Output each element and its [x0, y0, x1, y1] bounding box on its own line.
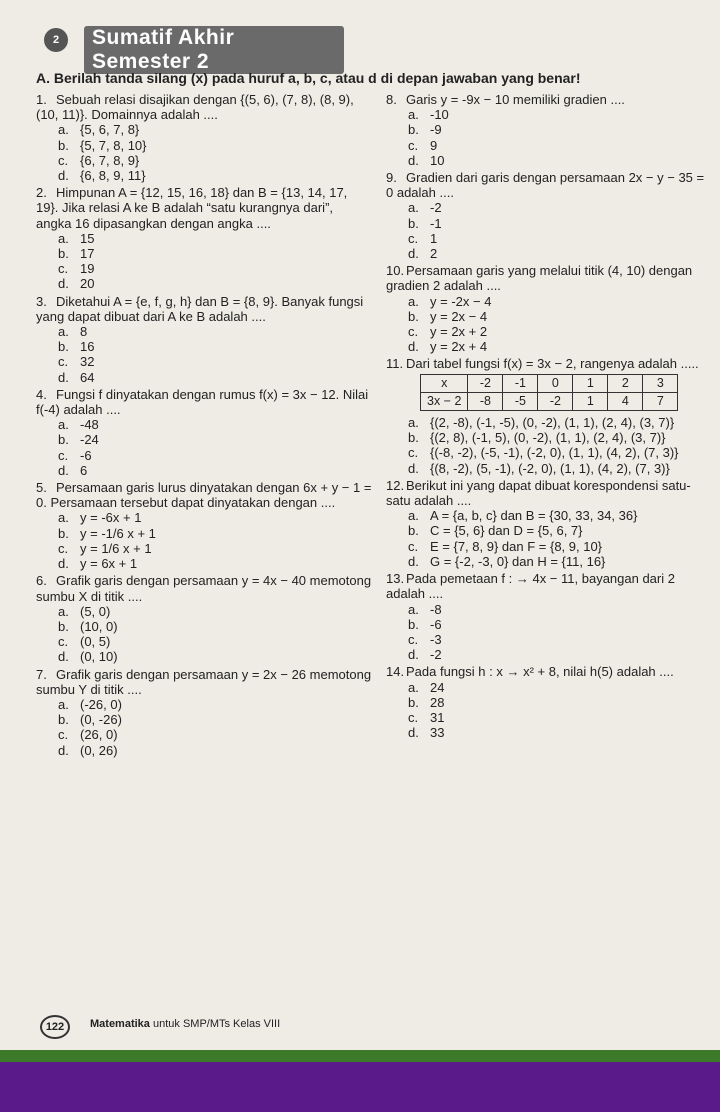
option-letter: d.: [408, 647, 419, 663]
question-number: 3.: [36, 293, 47, 309]
question-item: [36, 573, 372, 664]
option-text: E = {7, 8, 9} dan F = {8, 9, 10}: [430, 538, 603, 554]
option-text: 9: [430, 137, 438, 153]
question-item: [36, 294, 372, 385]
question-text: [386, 478, 706, 508]
option-text: 20: [80, 276, 95, 292]
answer-option[interactable]: [36, 138, 372, 153]
answer-option[interactable]: [36, 712, 372, 727]
option-text: -9: [430, 122, 442, 138]
question-number: 6.: [36, 573, 47, 589]
answer-option[interactable]: [386, 200, 706, 215]
question-item: [36, 667, 372, 758]
question-text: [36, 667, 372, 697]
option-letter: b.: [58, 339, 69, 355]
table-cell: 1: [573, 392, 608, 410]
option-text: -3: [430, 631, 442, 647]
table-cell: 3x − 2: [421, 392, 468, 410]
answer-option[interactable]: [386, 523, 706, 538]
option-letter: a.: [408, 415, 419, 431]
table-cell: x: [421, 374, 468, 392]
question-prompt: Himpunan A = {12, 15, 16, 18} dan B = {13, 14, 17, 19}. Jika relasi A ke B adalah “satu kurangnya dari”, angka 16 dipasangkan dengan angka ....: [36, 185, 348, 231]
question-prompt: Persamaan garis lurus dinyatakan dengan 6x + y − 1 = 0. Persamaan tersebut dapat dinyatakan dengan ....: [36, 480, 372, 511]
table-cell: -2: [538, 392, 573, 410]
page-footer: [40, 1015, 720, 1039]
answer-option[interactable]: [386, 153, 706, 168]
option-letter: a.: [58, 510, 69, 526]
option-text: -6: [80, 447, 92, 463]
question-prompt: Dari tabel fungsi f(x) = 3x − 2, rangenya adalah .....: [406, 356, 699, 372]
question-item: [36, 92, 372, 183]
answer-option[interactable]: [386, 632, 706, 647]
question-prompt: Diketahui A = {e, f, g, h} dan B = {8, 9}. Banyak fungsi yang dapat dibuat dari A ke B adalah ....: [36, 293, 364, 324]
question-item: [386, 263, 706, 354]
option-text: -48: [80, 417, 99, 433]
question-prompt: Pada fungsi h : x → x² + 8, nilai h(5) adalah ....: [406, 664, 674, 680]
option-text: (10, 0): [80, 618, 118, 634]
question-prompt: Sebuah relasi disajikan dengan {(5, 6), (7, 8), (8, 9), (10, 11)}. Domainnya adalah ....: [36, 92, 354, 123]
answer-option[interactable]: [386, 309, 706, 324]
question-prompt: Garis y = -9x − 10 memiliki gradien ....: [406, 92, 625, 107]
option-text: (0, -26): [80, 712, 122, 728]
question-text: [386, 92, 706, 107]
option-text: G = {-2, -3, 0} dan H = {11, 16}: [430, 553, 606, 569]
question-item: [36, 185, 372, 291]
option-text: 24: [430, 679, 445, 695]
answer-option[interactable]: [36, 463, 372, 478]
question-text: [36, 185, 372, 231]
answer-option[interactable]: [36, 339, 372, 354]
exam-title: Sumatif Akhir Semester 2: [84, 26, 344, 74]
answer-option[interactable]: [386, 710, 706, 725]
question-number: 13.: [386, 571, 405, 587]
option-letter: d.: [58, 556, 69, 572]
option-letter: a.: [58, 230, 69, 246]
answer-option[interactable]: [36, 526, 372, 541]
table-cell: 1: [573, 374, 608, 392]
option-letter: b.: [408, 308, 419, 324]
option-letter: b.: [58, 712, 69, 728]
left-question-column: [36, 92, 372, 760]
answer-option[interactable]: [36, 556, 372, 571]
option-text: 10: [430, 152, 445, 168]
chapter-badge: 2: [44, 28, 68, 52]
option-letter: b.: [408, 523, 419, 539]
answer-option[interactable]: [386, 602, 706, 617]
option-letter: d.: [58, 742, 69, 758]
option-letter: c.: [58, 447, 69, 463]
question-item: [386, 170, 706, 261]
question-item: [36, 387, 372, 478]
answer-option[interactable]: [386, 647, 706, 662]
option-text: 32: [80, 354, 95, 370]
question-number: 11.: [386, 356, 404, 372]
answer-option[interactable]: [36, 541, 372, 556]
answer-option[interactable]: [386, 415, 706, 430]
option-letter: c.: [58, 152, 69, 168]
option-text: 16: [80, 339, 95, 355]
table-cell: 7: [643, 392, 678, 410]
option-letter: b.: [58, 432, 69, 448]
option-text: y = -6x + 1: [80, 510, 142, 526]
answer-option[interactable]: [386, 539, 706, 554]
question-text: [386, 356, 706, 371]
option-letter: c.: [408, 631, 419, 647]
answer-option[interactable]: [36, 510, 372, 525]
answer-option[interactable]: [386, 617, 706, 632]
question-item: [36, 480, 372, 571]
question-text: [36, 387, 372, 417]
book-subtitle: untuk SMP/MTs Kelas VIII: [152, 1018, 281, 1030]
option-text: {(8, -2), (5, -1), (-2, 0), (1, 1), (4, 2), (7, 3)}: [430, 460, 670, 476]
option-text: {6, 8, 9, 11}: [80, 168, 146, 184]
option-letter: a.: [58, 603, 69, 619]
answer-option[interactable]: [386, 138, 706, 153]
option-letter: b.: [408, 430, 419, 446]
option-text: 31: [430, 709, 445, 725]
option-text: -2: [430, 647, 442, 663]
option-letter: a.: [58, 696, 69, 712]
answer-option[interactable]: [36, 231, 372, 246]
question-item: [386, 478, 706, 569]
option-text: y = 2x − 4: [430, 308, 488, 324]
option-text: (5, 0): [80, 603, 111, 619]
question-prompt: Fungsi f dinyatakan dengan rumus f(x) = 3x − 12. Nilai f(-4) adalah ....: [36, 386, 369, 418]
option-text: {(-8, -2), (-5, -1), (-2, 0), (1, 1), (4, 2), (7, 3)}: [430, 445, 679, 461]
question-item: [386, 356, 706, 475]
answer-option[interactable]: [36, 619, 372, 634]
option-letter: b.: [58, 618, 69, 634]
book-subject: Matematika: [90, 1018, 150, 1030]
option-letter: c.: [408, 538, 419, 554]
table-cell: -8: [468, 392, 503, 410]
question-number: 14.: [386, 664, 405, 680]
answer-option[interactable]: [386, 725, 706, 740]
option-letter: c.: [408, 709, 419, 725]
question-number: 10.: [386, 263, 405, 279]
option-letter: d.: [408, 725, 419, 741]
question-text: [36, 294, 372, 324]
answer-option[interactable]: [36, 153, 372, 168]
option-letter: a.: [408, 293, 419, 309]
exam-header: [44, 26, 344, 73]
option-text: y = 1/6 x + 1: [80, 540, 152, 556]
question-prompt: Berikut ini yang dapat dibuat korespondensi satu-satu adalah ....: [386, 477, 691, 509]
answer-option[interactable]: [36, 168, 372, 183]
option-letter: a.: [408, 107, 419, 123]
option-letter: d.: [58, 168, 69, 184]
answer-option[interactable]: [386, 461, 706, 476]
answer-option[interactable]: [36, 697, 372, 712]
option-text: 64: [80, 369, 95, 385]
option-letter: d.: [408, 246, 419, 262]
section-instruction: A. Berilah tanda silang (x) pada huruf a, b, c, atau d di depan jawaban yang benar!: [36, 70, 581, 86]
option-text: 1: [430, 230, 438, 246]
option-letter: b.: [58, 246, 69, 262]
answer-option[interactable]: [386, 231, 706, 246]
option-text: 6: [80, 462, 88, 478]
option-text: C = {5, 6} dan D = {5, 6, 7}: [430, 523, 583, 539]
answer-option[interactable]: [36, 604, 372, 619]
option-text: {5, 7, 8, 10}: [80, 137, 147, 153]
option-letter: d.: [58, 462, 69, 478]
table-cell: -2: [468, 374, 503, 392]
option-letter: c.: [408, 324, 419, 340]
question-number: 7.: [36, 666, 47, 682]
option-letter: a.: [58, 417, 69, 433]
option-text: -1: [430, 215, 442, 231]
option-text: y = 6x + 1: [80, 556, 138, 572]
option-text: y = -1/6 x + 1: [80, 525, 156, 541]
answer-option[interactable]: [36, 743, 372, 758]
question-prompt: Persamaan garis yang melalui titik (4, 10) dengan gradien 2 adalah ....: [386, 263, 693, 294]
question-item: [386, 571, 706, 662]
question-item: [386, 664, 706, 740]
question-number: 5.: [36, 480, 47, 496]
table-cell: 3: [643, 374, 678, 392]
answer-option[interactable]: [36, 246, 372, 261]
table-cell: -1: [503, 374, 538, 392]
option-text: y = -2x − 4: [430, 293, 492, 309]
option-letter: b.: [408, 694, 419, 710]
table-cell: 2: [608, 374, 643, 392]
answer-option[interactable]: [386, 445, 706, 460]
option-letter: a.: [58, 324, 69, 340]
option-letter: c.: [58, 261, 69, 277]
question-prompt: Gradien dari garis dengan persamaan 2x − y − 35 = 0 adalah ....: [386, 170, 705, 201]
option-letter: c.: [58, 634, 69, 650]
answer-option[interactable]: [386, 695, 706, 710]
option-letter: a.: [408, 679, 419, 695]
option-letter: d.: [408, 339, 419, 355]
answer-option[interactable]: [386, 430, 706, 445]
answer-option[interactable]: [386, 680, 706, 695]
option-letter: c.: [408, 230, 419, 246]
answer-option[interactable]: [386, 324, 706, 339]
book-title: [90, 1018, 280, 1030]
answer-option[interactable]: [36, 354, 372, 369]
option-text: (0, 26): [80, 742, 118, 758]
answer-option[interactable]: [386, 294, 706, 309]
option-letter: a.: [408, 601, 419, 617]
option-letter: a.: [58, 122, 69, 138]
question-prompt: Grafik garis dengan persamaan y = 2x − 26 memotong sumbu Y di titik ....: [36, 666, 372, 697]
question-text: [386, 571, 706, 601]
option-letter: b.: [408, 215, 419, 231]
question-text: [36, 92, 372, 122]
question-prompt: Pada pemetaan f : → 4x − 11, bayangan dari 2 adalah ....: [386, 571, 675, 602]
option-letter: c.: [58, 540, 69, 556]
answer-option[interactable]: [36, 634, 372, 649]
right-question-column: [386, 92, 706, 742]
answer-option[interactable]: [36, 370, 372, 385]
option-letter: d.: [408, 152, 419, 168]
answer-option[interactable]: [386, 122, 706, 137]
question-number: 4.: [36, 386, 47, 402]
option-letter: c.: [408, 445, 419, 461]
option-text: (26, 0): [80, 727, 118, 743]
function-table: [420, 374, 678, 411]
question-number: 8.: [386, 92, 397, 107]
answer-option[interactable]: [36, 649, 372, 664]
question-text: [386, 664, 706, 679]
option-letter: c.: [408, 137, 419, 153]
question-text: [386, 170, 706, 200]
page-number: 122: [40, 1015, 70, 1039]
option-text: {(2, -8), (-1, -5), (0, -2), (1, 1), (2, 4), (3, 7)}: [430, 415, 675, 431]
answer-option[interactable]: [386, 246, 706, 261]
answer-option[interactable]: [386, 107, 706, 122]
question-number: 9.: [386, 170, 397, 186]
option-text: (0, 5): [80, 634, 111, 650]
option-text: 19: [80, 261, 95, 277]
decorative-stripe-green: [0, 1050, 720, 1062]
option-text: 15: [80, 230, 95, 246]
option-letter: d.: [58, 276, 69, 292]
question-text: [36, 573, 372, 603]
option-text: {5, 6, 7, 8}: [80, 122, 140, 138]
question-prompt: Grafik garis dengan persamaan y = 4x − 40 memotong sumbu X di titik ....: [36, 573, 372, 604]
option-text: {(2, 8), (-1, 5), (0, -2), (1, 1), (2, 4), (3, 7)}: [430, 430, 666, 446]
answer-option[interactable]: [386, 339, 706, 354]
answer-option[interactable]: [36, 432, 372, 447]
answer-option[interactable]: [386, 554, 706, 569]
table-cell: -5: [503, 392, 538, 410]
answer-option[interactable]: [36, 417, 372, 432]
option-text: y = 2x + 4: [430, 339, 488, 355]
option-letter: b.: [408, 122, 419, 138]
question-text: [36, 480, 372, 510]
option-text: 8: [80, 324, 88, 340]
option-text: 17: [80, 246, 95, 262]
question-item: [386, 92, 706, 168]
question-number: 1.: [36, 92, 47, 107]
answer-option[interactable]: [36, 727, 372, 742]
decorative-stripe-purple: [0, 1062, 720, 1112]
answer-option[interactable]: [36, 122, 372, 137]
option-text: (0, 10): [80, 649, 118, 665]
option-letter: c.: [58, 727, 69, 743]
answer-option[interactable]: [36, 448, 372, 463]
option-text: (-26, 0): [80, 696, 122, 712]
option-text: 33: [430, 725, 445, 741]
option-text: 2: [430, 246, 438, 262]
option-text: -2: [430, 200, 442, 216]
option-text: -24: [80, 432, 99, 448]
option-letter: d.: [58, 649, 69, 665]
answer-option[interactable]: [36, 324, 372, 339]
option-letter: d.: [58, 369, 69, 385]
question-text: [386, 263, 706, 293]
answer-option[interactable]: [36, 276, 372, 291]
option-letter: c.: [58, 354, 69, 370]
table-cell: 0: [538, 374, 573, 392]
option-text: {6, 7, 8, 9}: [80, 152, 140, 168]
table-cell: 4: [608, 392, 643, 410]
option-letter: a.: [408, 200, 419, 216]
option-letter: b.: [58, 137, 69, 153]
answer-option[interactable]: [386, 508, 706, 523]
option-text: -6: [430, 616, 442, 632]
option-text: 28: [430, 694, 445, 710]
answer-option[interactable]: [386, 216, 706, 231]
option-letter: d.: [408, 553, 419, 569]
option-text: -8: [430, 601, 442, 617]
option-letter: a.: [408, 508, 419, 524]
option-text: A = {a, b, c} dan B = {30, 33, 34, 36}: [430, 508, 638, 524]
option-text: y = 2x + 2: [430, 324, 488, 340]
question-number: 2.: [36, 185, 47, 201]
option-letter: d.: [408, 460, 419, 476]
answer-option[interactable]: [36, 261, 372, 276]
option-letter: b.: [408, 616, 419, 632]
option-letter: b.: [58, 525, 69, 541]
option-text: -10: [430, 107, 449, 123]
question-number: 12.: [386, 477, 405, 493]
